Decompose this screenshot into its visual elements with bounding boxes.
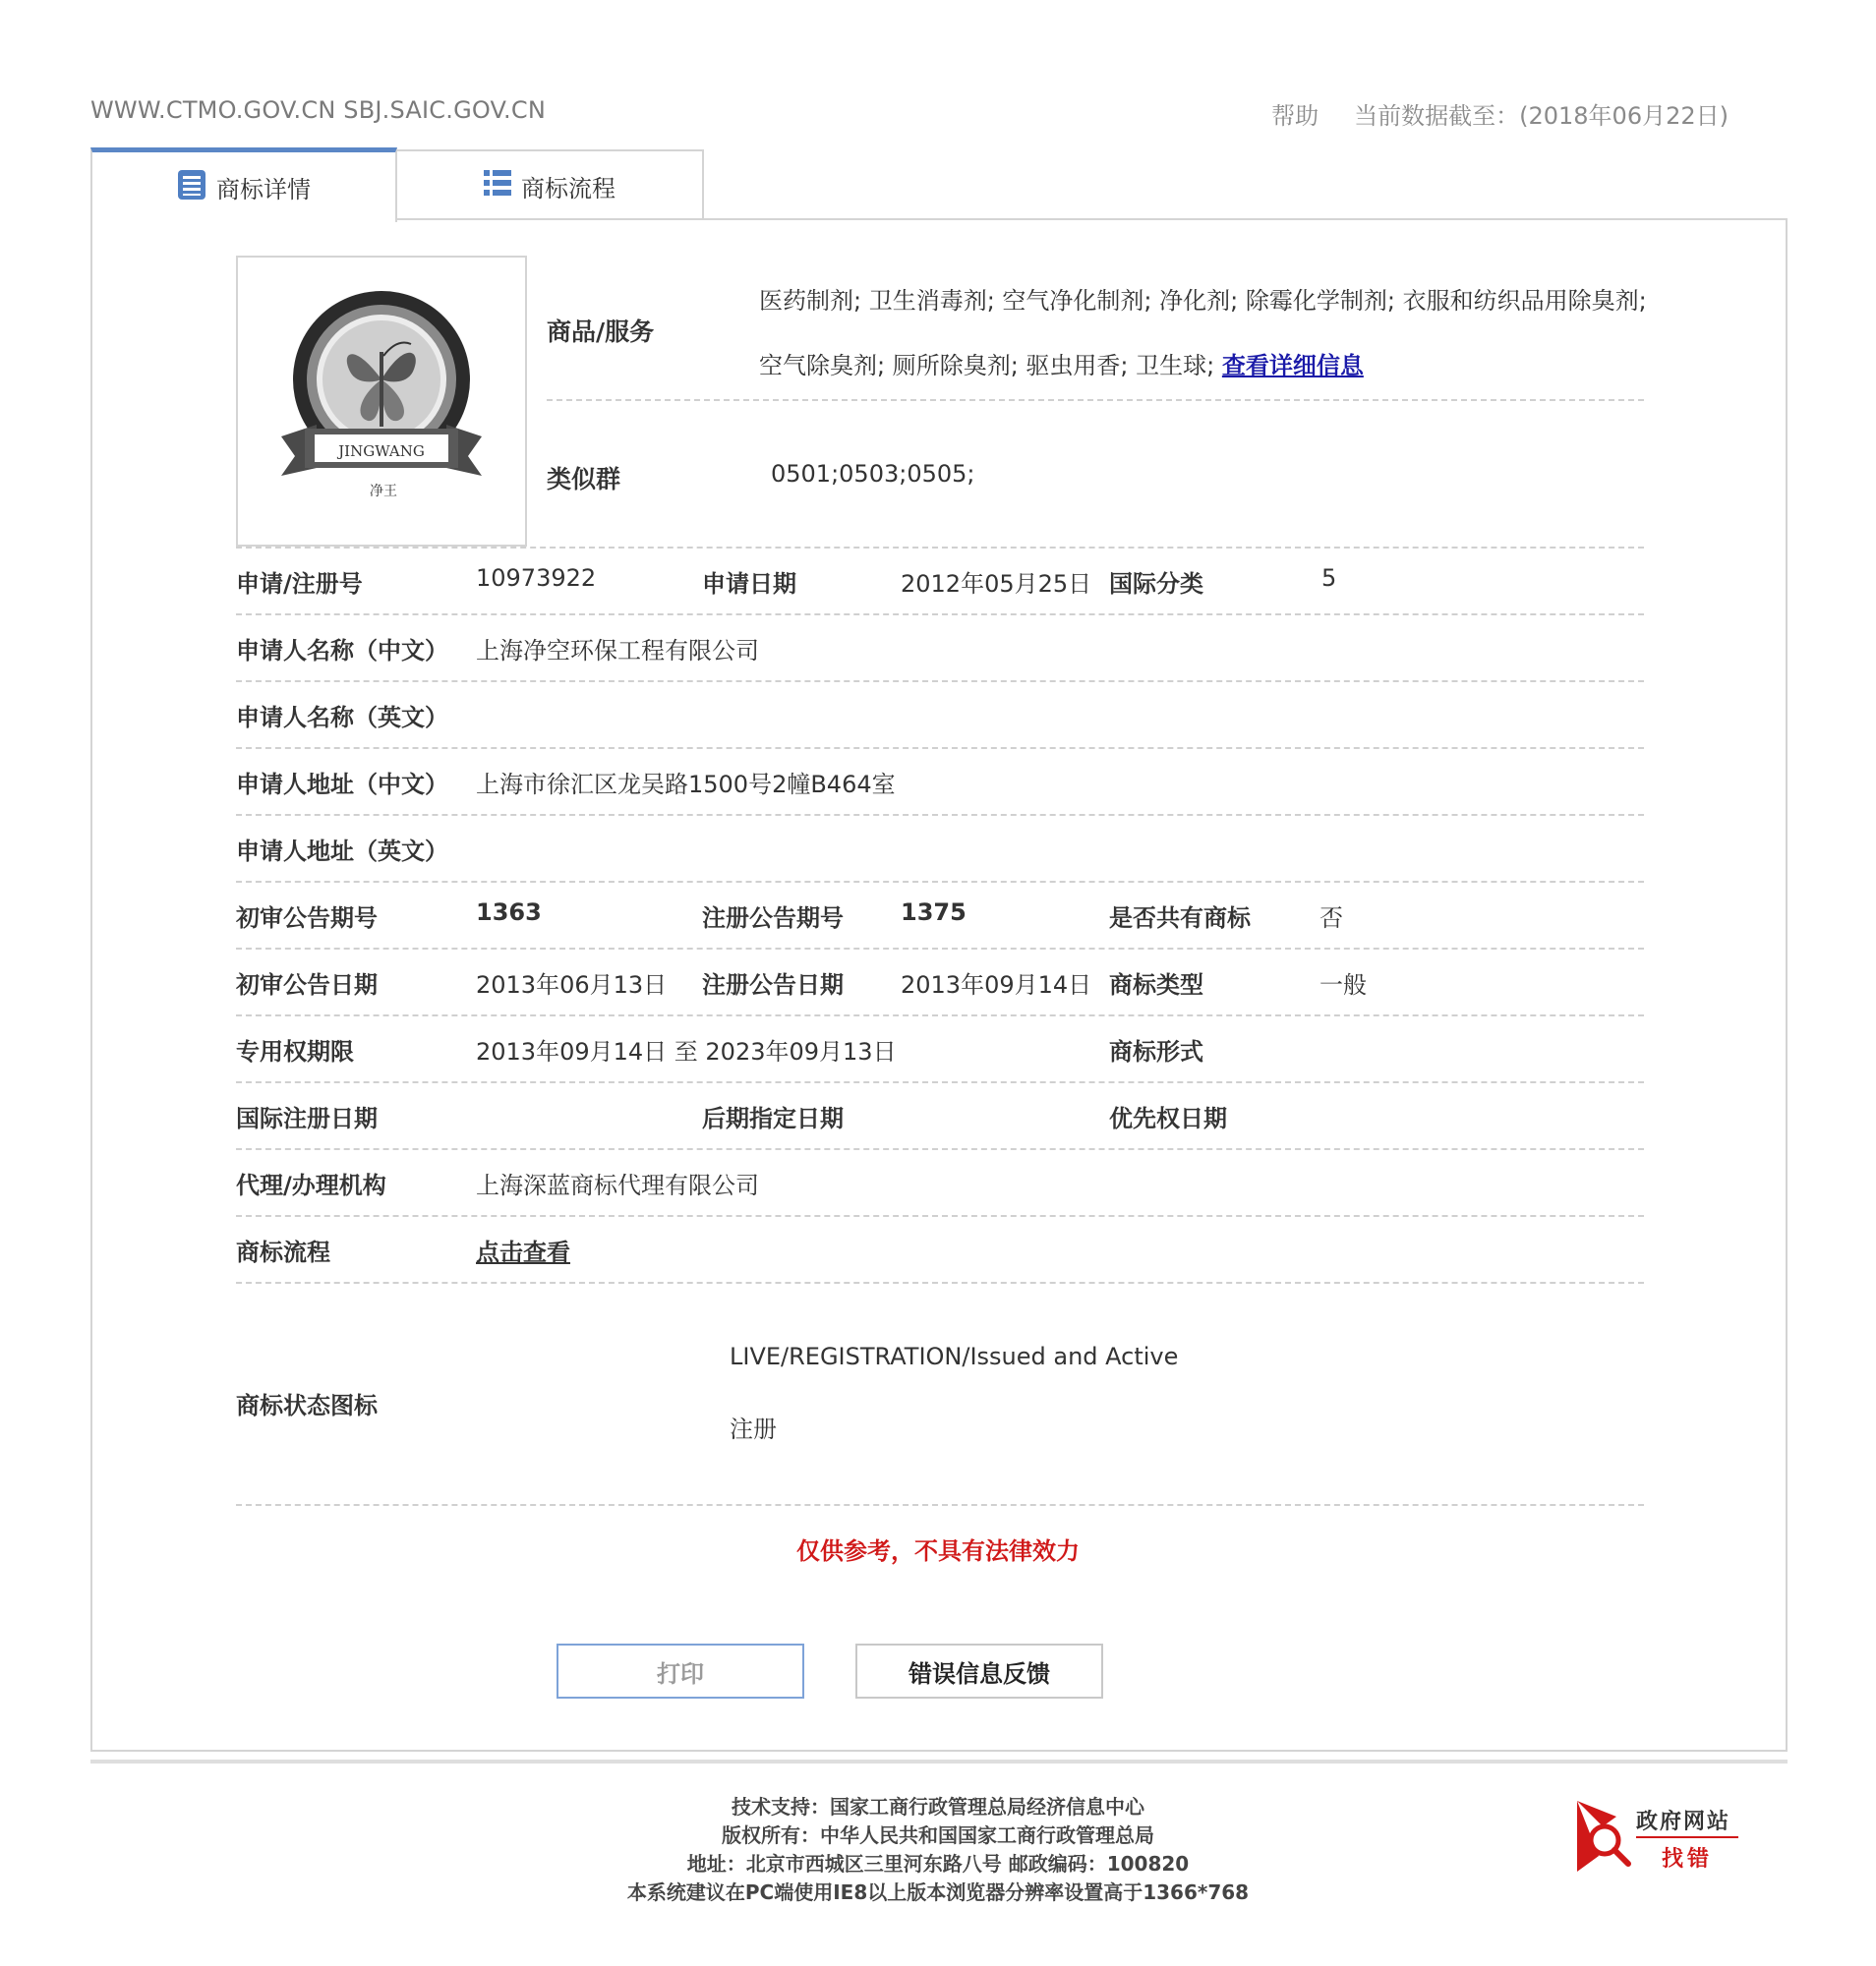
footer-address: 地址：北京市西城区三里河东路八号 邮政编码：100820 [686,1852,1190,1876]
tab-label: 商标流程 [521,174,616,202]
row-announcement-numbers [236,881,1644,948]
address-cn-value: 上海市徐汇区龙吴路1500号2幢B464室 [476,771,896,798]
later-date-label: 后期指定日期 [702,1105,844,1132]
prelim-no-label: 初审公告期号 [236,904,378,932]
mark-form-label: 商标形式 [1109,1038,1203,1066]
applicant-cn-value: 上海净空环保工程有限公司 [476,637,759,665]
site-url: WWW.CTMO.GOV.CN SBJ.SAIC.GOV.CN [90,96,546,124]
intl-class-label: 国际分类 [1109,570,1203,598]
list-icon [484,169,511,202]
view-details-link[interactable]: 查看详细信息 [1221,352,1364,379]
disclaimer: 仅供参考，不具有法律效力 [796,1537,1080,1565]
logo-text-en: JINGWANG [338,442,425,460]
similar-group-value: 0501;0503;0505; [771,460,975,488]
address-en-label: 申请人地址（英文） [236,838,448,865]
logo-text-cn: 净王 [370,484,397,499]
tab-bar [90,149,704,220]
divider [236,1282,1644,1284]
applicant-en-label: 申请人名称（英文） [236,704,448,731]
mark-type-label: 商标类型 [1109,971,1203,999]
goods-label: 商品/服务 [547,318,655,346]
divider [90,1760,1788,1764]
footer-copyright: 版权所有：中华人民共和国国家工商行政管理总局 [722,1823,1154,1847]
row-applicant-cn [236,613,1644,680]
reg-pub-date-value: 2013年09月14日 [901,971,1092,999]
reg-pub-no-label: 注册公告期号 [702,904,844,932]
row-process [236,1215,1644,1282]
exclusive-label: 专用权期限 [236,1038,354,1066]
apply-date-value: 2012年05月25日 [901,570,1092,598]
goods-line-2 [759,346,1364,380]
help-link[interactable]: 帮助 [1271,102,1319,130]
divider [547,399,1644,401]
exclusive-value: 2013年09月14日 至 2023年09月13日 [476,1038,897,1066]
goods-line-2-text: 空气除臭剂; 厕所除臭剂; 驱虫用香; 卫生球; [759,352,1222,379]
agent-value: 上海深蓝商标代理有限公司 [476,1172,759,1199]
data-date: 当前数据截至：(2018年06月22日) [1354,102,1729,130]
status-cn: 注册 [730,1416,777,1443]
document-icon [177,169,206,206]
similar-group-label: 类似群 [547,465,621,493]
reg-pub-date-label: 注册公告日期 [702,971,844,999]
priority-date-label: 优先权日期 [1109,1105,1227,1132]
shared-label: 是否共有商标 [1109,904,1251,932]
intl-reg-date-label: 国际注册日期 [236,1105,378,1132]
status-label: 商标状态图标 [236,1392,378,1419]
tab-label: 商标详情 [216,176,311,203]
goods-line-1: 医药制剂; 卫生消毒剂; 空气净化制剂; 净化剂; 除霉化学制剂; 衣服和纺织品用除臭剂; [759,287,1647,315]
divider [1636,1836,1738,1838]
footer-tech-support: 技术支持：国家工商行政管理总局经济信息中心 [732,1795,1144,1819]
process-label: 商标流程 [236,1239,330,1266]
row-dates [236,1081,1644,1148]
row-agent [236,1148,1644,1215]
tab-trademark-details[interactable] [90,147,397,222]
status-en: LIVE/REGISTRATION/Issued and Active [730,1343,1179,1370]
reg-pub-no-value: 1375 [901,898,967,926]
header-right [1271,96,1729,131]
footer-browser-note: 本系统建议在PC端使用IE8以上版本浏览器分辨率设置高于1366*768 [626,1880,1250,1904]
prelim-date-label: 初审公告日期 [236,971,378,999]
reg-no-label: 申请/注册号 [236,570,363,598]
view-process-link[interactable]: 点击查看 [476,1239,570,1266]
trademark-image [236,256,527,547]
address-cn-label: 申请人地址（中文） [236,771,448,798]
row-exclusive-period [236,1014,1644,1081]
agent-label: 代理/办理机构 [236,1172,386,1199]
tab-trademark-process[interactable] [397,149,704,220]
print-button[interactable]: 打印 [557,1644,804,1699]
row-applicant-en [236,680,1644,747]
gov-badge-title[interactable]: 政府网站 [1636,1810,1731,1834]
error-feedback-button[interactable]: 错误信息反馈 [855,1644,1103,1699]
intl-class-value: 5 [1321,564,1337,592]
prelim-date-value: 2013年06月13日 [476,971,668,999]
row-address-cn [236,747,1644,814]
gov-badge-subtitle[interactable]: 找错 [1662,1847,1714,1872]
apply-date-label: 申请日期 [702,570,796,598]
shared-value: 否 [1319,904,1343,932]
divider [236,1504,1644,1506]
row-address-en [236,814,1644,881]
row-registration-number [236,547,1644,613]
mark-type-value: 一般 [1319,971,1367,999]
prelim-no-value: 1363 [476,898,542,926]
magnifier-icon [1575,1797,1640,1876]
row-announcement-dates [236,948,1644,1014]
reg-no-value: 10973922 [476,564,597,592]
applicant-cn-label: 申请人名称（中文） [236,637,448,665]
